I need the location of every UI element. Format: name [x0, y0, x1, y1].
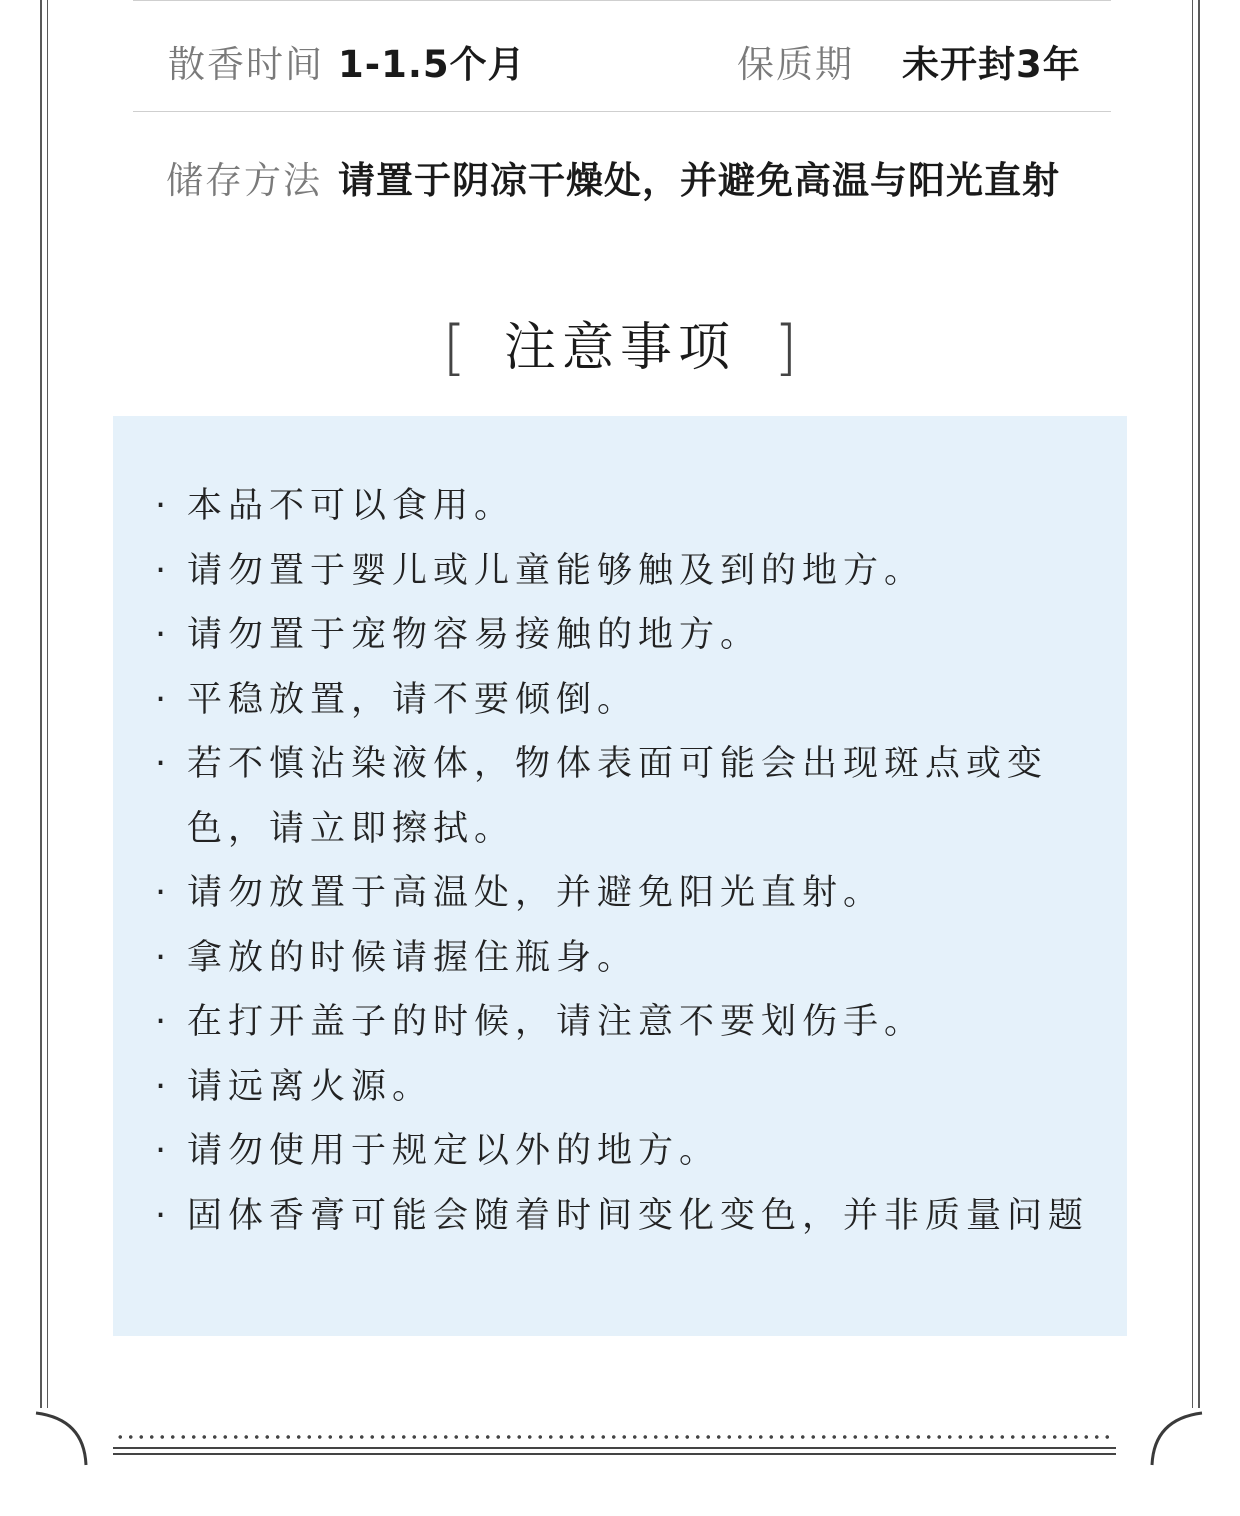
- bullet-dot: ·: [155, 1195, 173, 1236]
- spec-divider-top: [133, 0, 1111, 1]
- notice-item: [155, 1184, 1105, 1249]
- dotted-divider: [115, 1434, 1115, 1440]
- shelf-life-value: 未开封3年: [902, 43, 1081, 86]
- bullet-dot: ·: [155, 679, 173, 720]
- corner-curve-left-icon: [30, 1405, 90, 1470]
- notice-item: [155, 603, 1105, 668]
- notice-item-text: 请勿置于婴儿或儿童能够触及到的地方。: [187, 550, 926, 591]
- notice-item-text: 平稳放置，请不要倾倒。: [187, 679, 639, 720]
- spec-divider: [133, 111, 1111, 112]
- bullet-dot: ·: [155, 486, 173, 526]
- notice-item: [155, 1055, 1105, 1120]
- bullet-dot: ·: [155, 615, 173, 655]
- notice-item-text: 本品不可以食用。: [187, 486, 516, 526]
- frame-right-inner: [1192, 0, 1193, 1408]
- frame-left-outer: [40, 0, 42, 1408]
- notice-item: [155, 861, 1105, 926]
- bullet-dot: ·: [155, 1131, 173, 1171]
- shelf-life-label: 保质期: [737, 43, 854, 86]
- notice-item-text: 固体香膏可能会随着时间变化变色，并非质量问题: [187, 1195, 1090, 1236]
- notice-item: [155, 539, 1105, 604]
- corner-curve-right-icon: [1148, 1405, 1208, 1470]
- title-bracket-left: [: [442, 313, 466, 383]
- notice-list: [155, 474, 1105, 1248]
- frame-right-outer: [1198, 0, 1200, 1408]
- notice-item: [155, 474, 1105, 539]
- notice-title: 注意事项: [503, 318, 736, 378]
- notice-item-text: 请勿使用于规定以外的地方。: [187, 1131, 721, 1171]
- bullet-dot: ·: [155, 1066, 173, 1107]
- notice-item: [155, 732, 1105, 861]
- notice-section-title: [0, 308, 1240, 388]
- storage-value: 请置于阴凉干燥处，并避免高温与阳光直射: [338, 159, 1060, 202]
- bullet-dot: ·: [155, 937, 173, 978]
- notice-item: [155, 990, 1105, 1055]
- notice-item-text: 请勿置于宠物容易接触的地方。: [187, 615, 762, 655]
- scent-duration-label: 散香时间: [168, 43, 324, 86]
- notice-item: [155, 926, 1105, 991]
- bullet-dot: ·: [155, 1002, 173, 1042]
- bullet-dot: ·: [155, 873, 173, 913]
- frame-left-inner: [47, 0, 48, 1408]
- notice-item-text: 拿放的时候请握住瓶身。: [187, 937, 639, 978]
- notice-item-text: 在打开盖子的时候，请注意不要划伤手。: [187, 1002, 926, 1042]
- title-bracket-right: ]: [774, 313, 798, 383]
- notice-box: [113, 416, 1127, 1336]
- bullet-dot: ·: [155, 550, 173, 591]
- bottom-rule-1: [113, 1447, 1116, 1449]
- bullet-dot: ·: [155, 744, 173, 784]
- scent-duration-value: 1-1.5个月: [338, 43, 526, 86]
- notice-item: [155, 1119, 1105, 1184]
- notice-item-text: 请远离火源。: [187, 1066, 434, 1107]
- notice-item-text: 请勿放置于高温处，并避免阳光直射。: [187, 873, 885, 913]
- bottom-rule-2: [113, 1453, 1116, 1455]
- storage-label: 储存方法: [166, 159, 322, 202]
- notice-item: [155, 668, 1105, 733]
- notice-item-text: 若不慎沾染液体，物体表面可能会出现斑点或变色，请立即擦拭。: [187, 744, 1049, 849]
